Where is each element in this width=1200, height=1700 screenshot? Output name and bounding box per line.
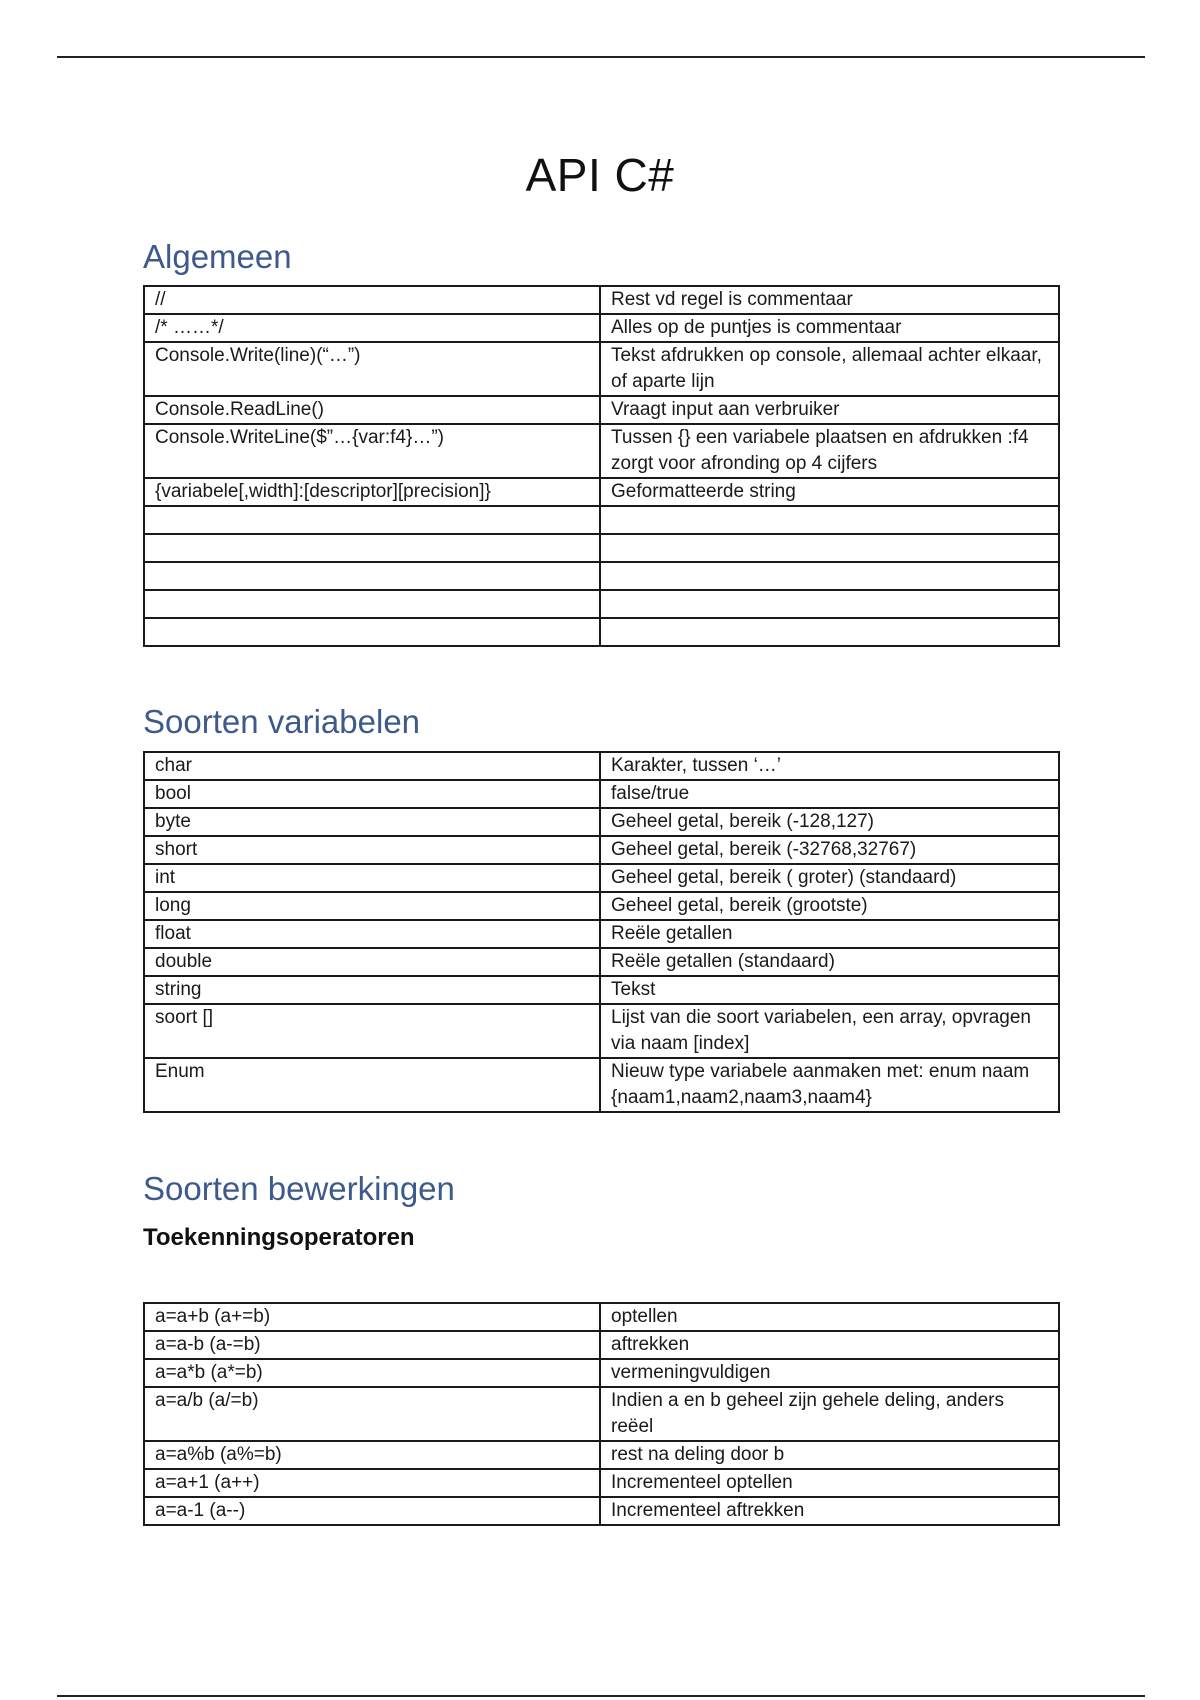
subheading-toekenningsoperatoren: Toekenningsoperatoren xyxy=(143,1224,415,1251)
table-cell-syntax: a=a%b (a%=b) xyxy=(144,1441,600,1469)
table-cell-description: Geheel getal, bereik (-128,127) xyxy=(600,808,1059,836)
bottom-rule xyxy=(57,1695,1145,1697)
table-cell-description: Indien a en b geheel zijn gehele deling, anders reëel xyxy=(600,1387,1059,1441)
table-row xyxy=(144,1331,1059,1359)
table-cell-description: Tekst afdrukken op console, allemaal achter elkaar, of aparte lijn xyxy=(600,342,1059,396)
table-row xyxy=(144,396,1059,424)
table-cell-syntax: a=a-b (a-=b) xyxy=(144,1331,600,1359)
table-cell-description xyxy=(600,534,1059,562)
table-cell-description xyxy=(600,506,1059,534)
table-cell-description: false/true xyxy=(600,780,1059,808)
table-row xyxy=(144,506,1059,534)
table-cell-syntax: byte xyxy=(144,808,600,836)
table-cell-syntax: Console.WriteLine($”…{var:f4}…”) xyxy=(144,424,600,478)
table-row xyxy=(144,1058,1059,1112)
table-cell-description: Reële getallen (standaard) xyxy=(600,948,1059,976)
table-cell-description: vermeningvuldigen xyxy=(600,1359,1059,1387)
table-cell-syntax: a=a/b (a/=b) xyxy=(144,1387,600,1441)
table-cell-description: Incrementeel aftrekken xyxy=(600,1497,1059,1525)
table-cell-description: Geheel getal, bereik (-32768,32767) xyxy=(600,836,1059,864)
table-cell-description: Reële getallen xyxy=(600,920,1059,948)
table-row xyxy=(144,808,1059,836)
table-row xyxy=(144,1387,1059,1441)
table-cell-description: rest na deling door b xyxy=(600,1441,1059,1469)
section-heading-variabelen: Soorten variabelen xyxy=(143,703,421,740)
table-variabelen xyxy=(143,751,1060,1113)
table-algemeen xyxy=(143,285,1060,647)
table-cell-description: Karakter, tussen ‘…’ xyxy=(600,752,1059,780)
table-cell-syntax: a=a-1 (a--) xyxy=(144,1497,600,1525)
table-cell-syntax: Console.Write(line)(“…”) xyxy=(144,342,600,396)
table-cell-description: Lijst van die soort variabelen, een array, opvragen via naam [index] xyxy=(600,1004,1059,1058)
table-cell-description: optellen xyxy=(600,1303,1059,1331)
section-heading-bewerkingen: Soorten bewerkingen xyxy=(143,1170,455,1207)
table-cell-syntax: a=a+b (a+=b) xyxy=(144,1303,600,1331)
table-cell-syntax: // xyxy=(144,286,600,314)
table-row xyxy=(144,1359,1059,1387)
table-cell-description: Geheel getal, bereik ( groter) (standaard) xyxy=(600,864,1059,892)
table-row xyxy=(144,618,1059,646)
table-cell-syntax xyxy=(144,590,600,618)
table-cell-syntax xyxy=(144,534,600,562)
table-cell-description: Vraagt input aan verbruiker xyxy=(600,396,1059,424)
table-row xyxy=(144,948,1059,976)
table-row xyxy=(144,1497,1059,1525)
table-row xyxy=(144,590,1059,618)
table-row xyxy=(144,864,1059,892)
table-bewerkingen xyxy=(143,1302,1060,1526)
table-cell-syntax: {variabele[,width]:[descriptor][precision]} xyxy=(144,478,600,506)
table-cell-description: Alles op de puntjes is commentaar xyxy=(600,314,1059,342)
table-row xyxy=(144,534,1059,562)
table-cell-syntax: long xyxy=(144,892,600,920)
table-cell-description: Nieuw type variabele aanmaken met: enum naam {naam1,naam2,naam3,naam4} xyxy=(600,1058,1059,1112)
table-cell-description: Incrementeel optellen xyxy=(600,1469,1059,1497)
table-row xyxy=(144,314,1059,342)
table-cell-syntax xyxy=(144,618,600,646)
table-row xyxy=(144,780,1059,808)
table-row xyxy=(144,752,1059,780)
table-cell-syntax: Console.ReadLine() xyxy=(144,396,600,424)
table-cell-description: Tussen {} een variabele plaatsen en afdrukken :f4 zorgt voor afronding op 4 cijfers xyxy=(600,424,1059,478)
table-row xyxy=(144,1469,1059,1497)
table-cell-description xyxy=(600,590,1059,618)
table-row xyxy=(144,976,1059,1004)
table-row xyxy=(144,286,1059,314)
table-row xyxy=(144,342,1059,396)
table-row xyxy=(144,562,1059,590)
table-cell-syntax: double xyxy=(144,948,600,976)
table-cell-syntax: float xyxy=(144,920,600,948)
table-cell-description: aftrekken xyxy=(600,1331,1059,1359)
table-cell-syntax: Enum xyxy=(144,1058,600,1112)
table-row xyxy=(144,424,1059,478)
table-cell-description xyxy=(600,618,1059,646)
page-title: API C# xyxy=(525,149,675,201)
table-cell-syntax xyxy=(144,562,600,590)
table-cell-syntax: soort [] xyxy=(144,1004,600,1058)
table-row xyxy=(144,1004,1059,1058)
section-heading-algemeen: Algemeen xyxy=(143,238,292,275)
table-cell-syntax: bool xyxy=(144,780,600,808)
table-cell-syntax: char xyxy=(144,752,600,780)
table-row xyxy=(144,1303,1059,1331)
table-cell-syntax: a=a+1 (a++) xyxy=(144,1469,600,1497)
table-row xyxy=(144,1441,1059,1469)
table-cell-description: Tekst xyxy=(600,976,1059,1004)
table-row xyxy=(144,836,1059,864)
table-cell-description: Rest vd regel is commentaar xyxy=(600,286,1059,314)
table-cell-syntax: a=a*b (a*=b) xyxy=(144,1359,600,1387)
table-cell-syntax: /* ……*/ xyxy=(144,314,600,342)
table-cell-syntax: int xyxy=(144,864,600,892)
table-cell-syntax xyxy=(144,506,600,534)
table-row xyxy=(144,920,1059,948)
table-row xyxy=(144,478,1059,506)
table-row xyxy=(144,892,1059,920)
table-cell-description: Geformatteerde string xyxy=(600,478,1059,506)
table-cell-syntax: short xyxy=(144,836,600,864)
table-cell-syntax: string xyxy=(144,976,600,1004)
table-cell-description: Geheel getal, bereik (grootste) xyxy=(600,892,1059,920)
top-rule xyxy=(57,56,1145,58)
table-cell-description xyxy=(600,562,1059,590)
